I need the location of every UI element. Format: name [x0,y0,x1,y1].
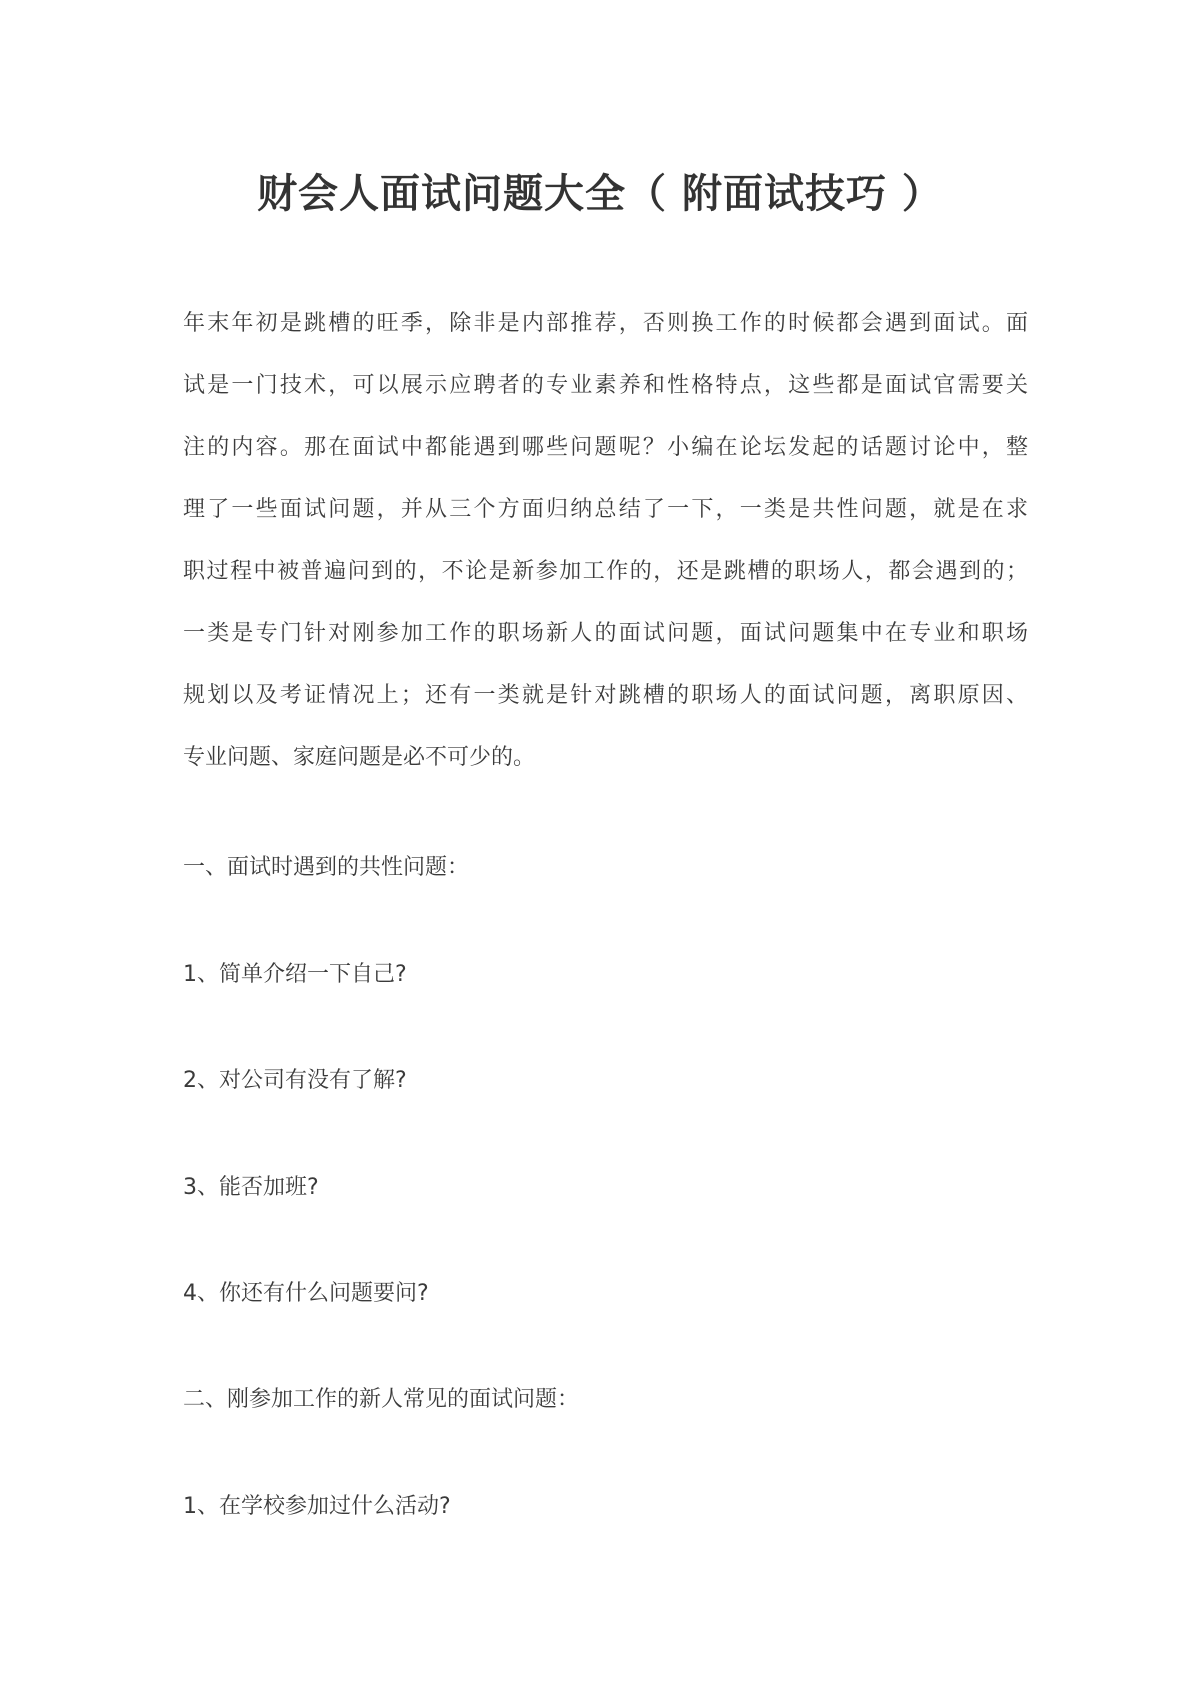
intro-line: 一类是专门针对刚参加工作的职场新人的面试问题，面试问题集中在专业和职场 [183,621,1028,646]
intro-line: 注的内容。那在面试中都能遇到哪些问题呢？小编在论坛发起的话题讨论中，整 [183,435,1028,460]
intro-line: 年末年初是跳槽的旺季，除非是内部推荐，否则换工作的时候都会遇到面试。面 [183,311,1028,336]
question-item: 4、你还有什么问题要问? [183,1281,429,1306]
question-item: 1、在学校参加过什么活动? [183,1494,451,1519]
question-item: 1、简单介绍一下自己? [183,962,407,987]
intro-line: 专业问题、家庭问题是必不可少的。 [183,745,536,770]
intro-line: 试是一门技术，可以展示应聘者的专业素养和性格特点，这些都是面试官需要关 [183,373,1028,398]
question-item: 3、能否加班? [183,1175,319,1200]
section-heading: 一、面试时遇到的共性问题： [183,855,470,880]
intro-line: 职过程中被普遍问到的，不论是新参加工作的，还是跳槽的职场人，都会遇到的； [183,559,1028,584]
question-item: 2、对公司有没有了解? [183,1068,407,1093]
intro-paragraph [183,293,1028,789]
section-heading: 二、刚参加工作的新人常见的面试问题： [183,1387,580,1412]
document-title: 财会人面试问题大全（ 附面试技巧 ） [257,171,943,217]
intro-line: 规划以及考证情况上；还有一类就是针对跳槽的职场人的面试问题，离职原因、 [183,683,1028,708]
intro-line: 理了一些面试问题，并从三个方面归纳总结了一下，一类是共性问题，就是在求 [183,497,1028,522]
